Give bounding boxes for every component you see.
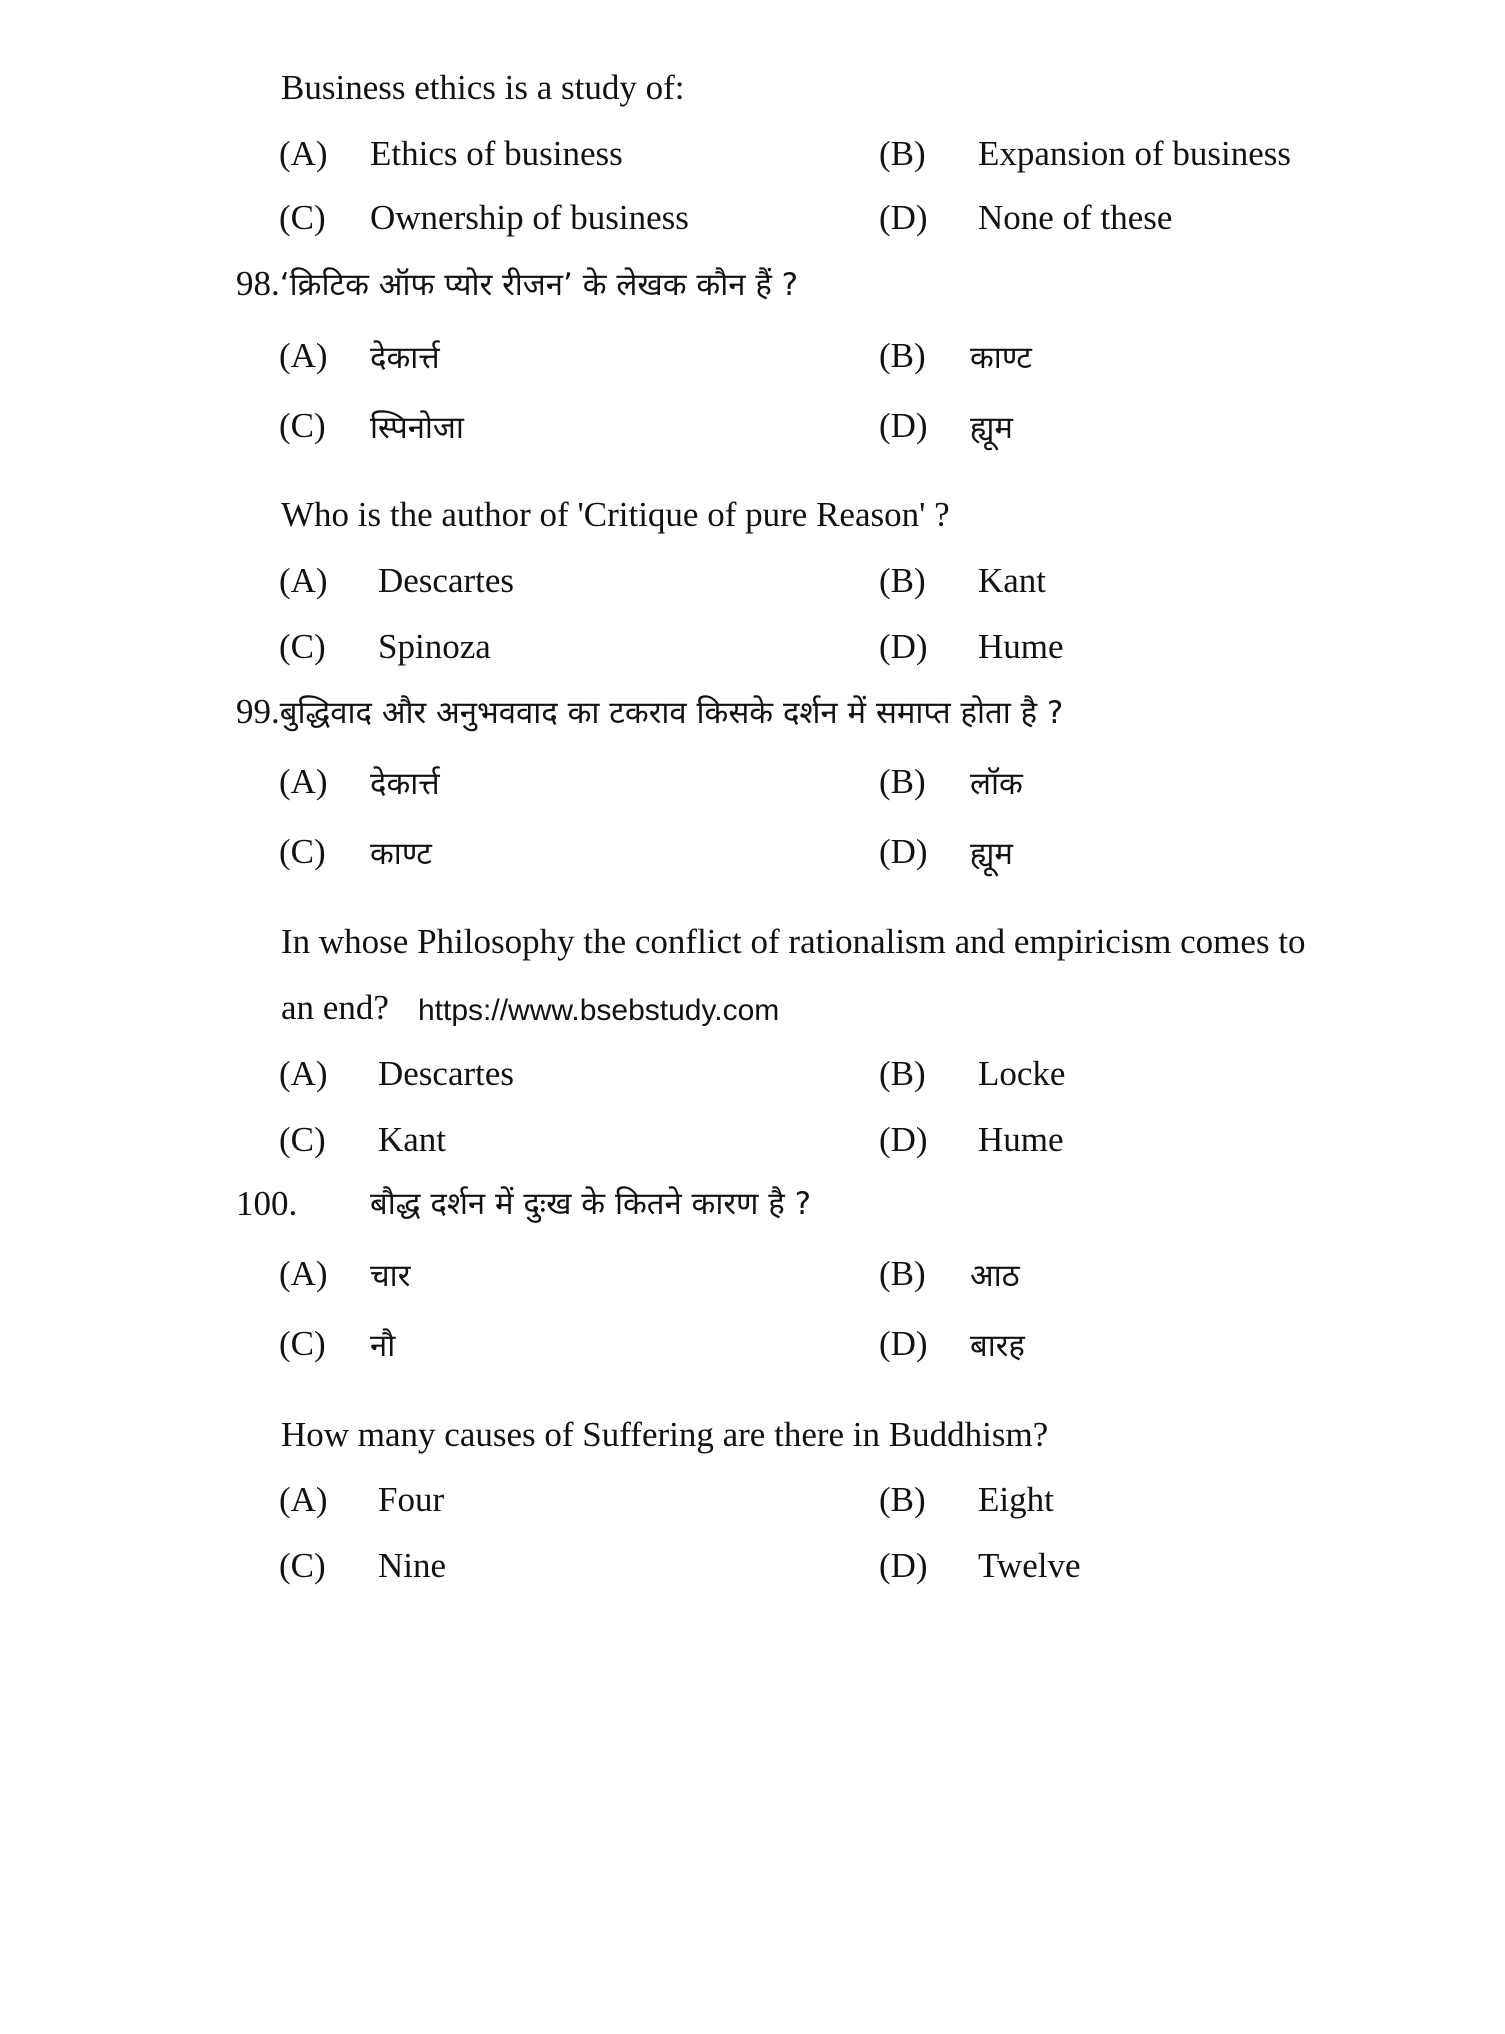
question-99-en-line1: In whose Philosophy the conflict of rationalism and empiricism comes to — [281, 922, 1306, 961]
option-label: (A) — [279, 1480, 328, 1519]
option-text: Hume — [978, 1120, 1064, 1159]
question-number: 98. — [236, 264, 280, 303]
option-text: Nine — [378, 1546, 447, 1585]
option-text: देकार्त्त — [370, 340, 440, 376]
option-text: लॉक — [970, 766, 1023, 802]
option-text: Spinoza — [378, 627, 491, 666]
option-text: Descartes — [378, 1054, 515, 1093]
question-number: 100. — [236, 1184, 298, 1223]
question-text: बुद्धिवाद और अनुभववाद का टकराव किसके दर्शन में समाप्त होता है ? — [279, 695, 1064, 731]
option-text: Eight — [978, 1480, 1054, 1519]
question-text: ‘क्रिटिक ऑफ प्योर रीजन’ के लेखक कौन हैं ? — [279, 267, 799, 303]
question-99-hi — [236, 690, 1063, 735]
question-text: बौद्ध दर्शन में दुःख के कितने कारण है ? — [370, 1186, 812, 1222]
option-label: (A) — [279, 1254, 328, 1293]
option-label: (B) — [879, 336, 926, 375]
option-text: Twelve — [978, 1546, 1081, 1585]
option-label: (C) — [279, 406, 326, 445]
option-text: ह्यूम — [970, 410, 1013, 446]
option-text: Hume — [978, 627, 1064, 666]
question-98-en: Who is the author of 'Critique of pure Reason' ? — [281, 495, 950, 534]
option-text: बारह — [970, 1328, 1025, 1364]
option-label: (C) — [279, 198, 326, 237]
option-text: काण्ट — [970, 340, 1032, 376]
option-label: (D) — [879, 1120, 928, 1159]
option-text: Ethics of business — [370, 134, 623, 173]
option-label: (B) — [879, 134, 926, 173]
option-label: (A) — [279, 134, 328, 173]
option-text: स्पिनोजा — [370, 410, 464, 446]
option-text: चार — [370, 1258, 411, 1294]
option-text: आठ — [970, 1258, 1020, 1294]
option-text: Descartes — [378, 561, 515, 600]
option-label: (A) — [279, 762, 328, 801]
option-label: (D) — [879, 198, 928, 237]
option-label: (C) — [279, 627, 326, 666]
option-label: (D) — [879, 832, 928, 871]
question-number: 99. — [236, 692, 280, 731]
option-label: (B) — [879, 1480, 926, 1519]
option-text: ह्यूम — [970, 836, 1013, 872]
option-text: Four — [378, 1480, 445, 1519]
option-text: नौ — [370, 1328, 396, 1364]
option-label: (D) — [879, 627, 928, 666]
option-text: None of these — [978, 198, 1173, 237]
question-100-hi — [236, 1182, 812, 1226]
option-label: (D) — [879, 1546, 928, 1585]
option-text: देकार्त्त — [370, 766, 440, 802]
option-text: Kant — [978, 561, 1047, 600]
option-label: (B) — [879, 561, 926, 600]
question-99-en-line2: an end? — [281, 988, 389, 1027]
option-text: Locke — [978, 1054, 1066, 1093]
option-label: (A) — [279, 561, 328, 600]
option-label: (B) — [879, 762, 926, 801]
question-100-en: How many causes of Suffering are there in Buddhism? — [281, 1415, 1049, 1454]
option-label: (C) — [279, 1546, 326, 1585]
option-label: (C) — [279, 1120, 326, 1159]
option-label: (D) — [879, 406, 928, 445]
option-label: (A) — [279, 1054, 328, 1093]
option-text: काण्ट — [370, 836, 432, 872]
question-98-hi — [236, 262, 798, 307]
option-text: Ownership of business — [370, 198, 689, 237]
question-97-en: Business ethics is a study of: — [281, 68, 685, 107]
option-label: (A) — [279, 336, 328, 375]
option-text: Expansion of business — [978, 134, 1292, 173]
option-label: (C) — [279, 1324, 326, 1363]
option-label: (B) — [879, 1054, 926, 1093]
option-label: (D) — [879, 1324, 928, 1363]
option-label: (B) — [879, 1254, 926, 1293]
option-text: Kant — [378, 1120, 447, 1159]
watermark-url: https://www.bsebstudy.com — [418, 994, 780, 1027]
option-label: (C) — [279, 832, 326, 871]
